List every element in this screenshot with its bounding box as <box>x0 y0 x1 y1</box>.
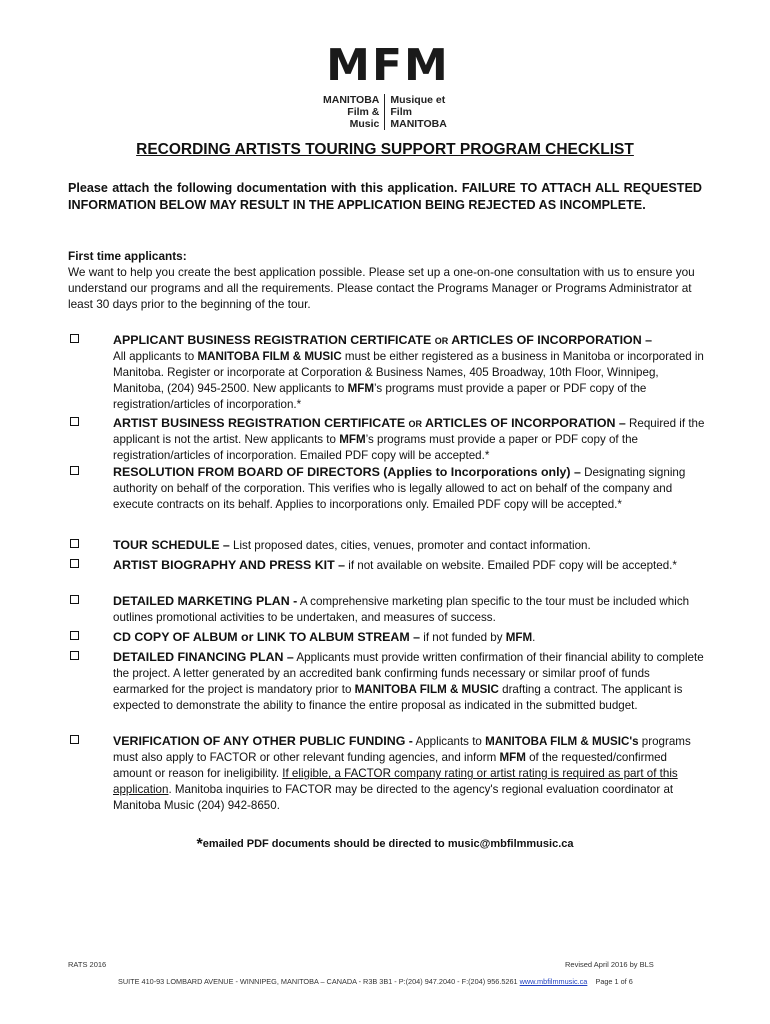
intro-warning: Please attach the following documentation with this application. FAILURE TO ATTACH ALL REQUESTED INFORMATION BELOW MAY RESULT IN THE APPLICATION BEING REJECTED AS INCOMPLETE. <box>68 181 702 212</box>
logo-english <box>318 94 385 130</box>
checkbox[interactable] <box>70 631 79 640</box>
mfm-name: MANITOBA FILM & MUSIC <box>197 350 342 364</box>
page-number: Page 1 of 6 <box>595 977 633 986</box>
email-note-text: emailed PDF documents should be directed to music@mbfilmmusic.ca <box>202 838 574 850</box>
mfm-abbr: MFM <box>499 751 526 765</box>
logo-english-line1: MANITOBA <box>323 94 380 106</box>
website-link[interactable]: www.mbfilmmusic.ca <box>519 977 588 986</box>
footer-form-code: RATS 2016 <box>68 960 107 969</box>
mfm-abbr: MFM <box>505 631 533 644</box>
email-note <box>0 836 770 854</box>
checklist-item-album-copy <box>68 629 708 646</box>
mfm-abbr: MFM <box>347 382 374 396</box>
logo-subtitle <box>318 94 458 130</box>
checklist-item-tour-schedule <box>68 537 708 554</box>
item-label: CD COPY OF ALBUM or LINK TO ALBUM STREAM – <box>113 630 421 644</box>
item-text: Applicants to <box>412 735 486 748</box>
item-text: if not funded by <box>420 631 506 644</box>
item-label: RESOLUTION FROM BOARD OF DIRECTORS (Applies to Incorporations only) – <box>113 465 581 479</box>
item-text: . <box>532 631 536 644</box>
item-label: TOUR SCHEDULE – <box>113 538 230 552</box>
item-text: programs must also apply to FACTOR or other relevant funding agencies, and inform <box>113 735 691 765</box>
item-text: List proposed dates, cities, venues, promoter and contact information. <box>229 539 591 552</box>
factor-rating-requirement: If eligible, a FACTOR company rating or artist rating is required as part of this application <box>113 767 678 797</box>
document-title: RECORDING ARTISTS TOURING SUPPORT PROGRAM CHECKLIST <box>136 141 634 158</box>
mfm-logo <box>318 40 458 130</box>
checkbox[interactable] <box>70 651 79 660</box>
item-text: A comprehensive marketing plan specific to the tour must be included which outlines promotional activities to be undertaken, and measures of success. <box>113 595 690 625</box>
footer-address <box>118 977 633 986</box>
checklist-item-marketing-plan <box>68 593 708 626</box>
checkbox[interactable] <box>70 334 79 343</box>
item-label-or: OR <box>434 336 449 346</box>
item-label-or: OR <box>408 419 423 429</box>
item-label: VERIFICATION OF ANY OTHER PUBLIC FUNDING - <box>113 734 413 748</box>
asterisk: * <box>196 836 203 853</box>
footer-address-text: SUITE 410-93 LOMBARD AVENUE - WINNIPEG, MANITOBA – CANADA - R3B 3B1 - P:(204) 947.2040 - F:(204) 956.5261 <box>118 977 520 986</box>
mfm-abbr: MFM <box>339 433 366 447</box>
item-text: Applicants must provide written confirmation of their financial ability to complete the project. A letter generated by an accredited bank confirming funds necessary or similar proof of funds earmarked for the project is mandatory prior to <box>113 651 704 697</box>
item-label: APPLICANT BUSINESS REGISTRATION CERTIFICATE <box>113 333 435 347</box>
item-label: ARTIST BIOGRAPHY AND PRESS KIT – <box>113 558 346 572</box>
item-label: DETAILED MARKETING PLAN - <box>113 594 298 608</box>
item-text: Designating signing authority on behalf of the corporation. This verifies who is legally allowed to act on behalf of the company and execute contracts on its behalf. Applies to incorporations only. Emailed PDF copy will be accepted.* <box>113 466 686 512</box>
checkbox[interactable] <box>70 559 79 568</box>
item-label-cont: ARTICLES OF INCORPORATION – <box>422 416 626 430</box>
logo-french <box>385 94 458 130</box>
item-text: drafting a contract. The applicant is expected to demonstrate the ability to finance the entire proposal as indicated in the submitted budget. <box>113 683 683 713</box>
footer-revised: Revised April 2016 by BLS <box>565 960 654 969</box>
logo-french-line1: Musique et Film <box>390 94 446 118</box>
mfm-name: MANITOBA FILM & MUSIC's <box>485 735 639 748</box>
item-text: Required if the applicant is not the artist. New applicants to <box>113 417 705 447</box>
checklist-item-public-funding <box>68 733 708 814</box>
logo-english-line2: Film & Music <box>347 106 380 130</box>
first-time-body: We want to help you create the best application possible. Please set up a one-on-one consultation with us to ensure you understand our programs and all the requirements. Please contact the Programs Manager or Programs Administrator at least 30 days prior to the beginning of the tour. <box>68 265 695 312</box>
checkbox[interactable] <box>70 417 79 426</box>
item-text: of the requested/confirmed amount or reason for ineligibility. <box>113 751 667 781</box>
checklist-item-press-kit <box>68 557 708 574</box>
logo-mark: MFM <box>326 40 450 91</box>
item-text: ’s programs must provide a paper or PDF copy of the registration/articles of incorporation.* <box>113 382 647 412</box>
logo-french-line2: MANITOBA <box>390 118 447 130</box>
checkbox[interactable] <box>70 735 79 744</box>
checklist-item-financing-plan <box>68 649 708 714</box>
item-text: if not available on website. Emailed PDF copy will be accepted.* <box>345 559 677 572</box>
checklist-item-business-registration <box>68 332 708 413</box>
item-label: ARTIST BUSINESS REGISTRATION CERTIFICATE <box>113 416 409 430</box>
checklist-item-board-resolution <box>68 464 708 513</box>
item-text: . Manitoba inquiries to FACTOR may be directed to the agency's regional evaluation coordinator at Manitoba Music (204) 942-8650. <box>113 783 674 813</box>
checklist-item-artist-registration <box>68 415 708 464</box>
first-time-heading: First time applicants: <box>68 249 187 263</box>
item-text: All applicants to <box>113 350 198 364</box>
item-label-cont: ARTICLES OF INCORPORATION – <box>448 333 652 347</box>
item-text: ’s programs must provide a paper or PDF copy of the registration/articles of incorporation. Emailed PDF copy will be accepted.* <box>113 433 638 463</box>
checkbox[interactable] <box>70 539 79 548</box>
checkbox[interactable] <box>70 595 79 604</box>
item-text: must be either registered as a business in Manitoba or incorporated in Manitoba. Register or incorporate at Corporation & Business Names, 405 Broadway, 10th Floor, Winnipeg, Manitoba, (204) 945-2500. New applicants to <box>113 350 704 396</box>
mfm-name: MANITOBA FILM & MUSIC <box>354 683 499 697</box>
checkbox[interactable] <box>70 466 79 475</box>
item-label: DETAILED FINANCING PLAN – <box>113 650 294 664</box>
